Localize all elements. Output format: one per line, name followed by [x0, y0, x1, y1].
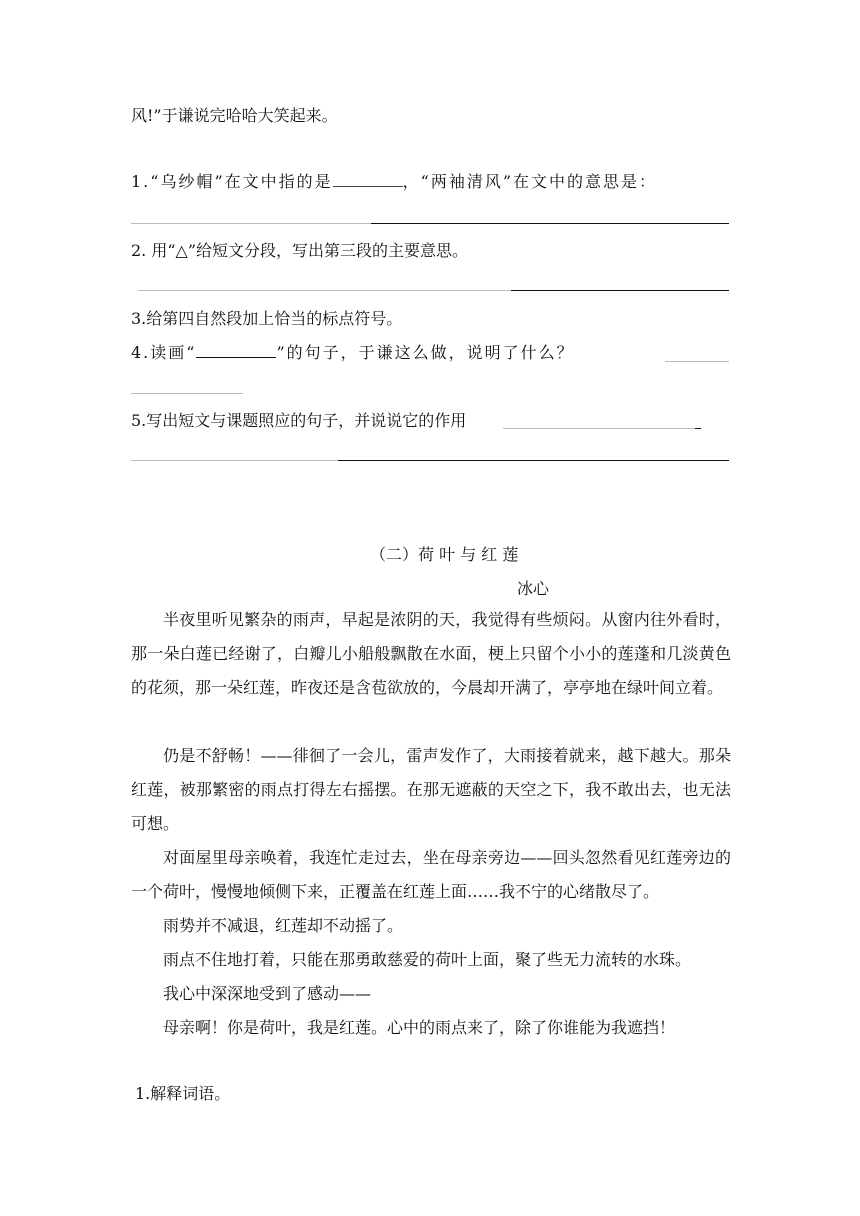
- answer-line-2a[interactable]: [138, 290, 511, 291]
- paragraph-5: 雨点不住地打着，只能在那勇敢慈爱的荷叶上面，聚了些无力流转的水珠。: [163, 950, 692, 969]
- author: 冰心: [517, 579, 550, 598]
- paragraph-2: 仍是不舒畅！——徘徊了一会儿，雷声发作了，大雨接着就来，越下越大。那朵红莲，被那繁密的雨点打得左右摇摆。在那无遮蔽的天空之下，我不敢出去，也无法可想。: [131, 746, 731, 833]
- question-explain-words: 1.解释词语。: [135, 1084, 231, 1103]
- paragraph-3: 对面屋里母亲唤着，我连忙走过去，坐在母亲旁边——回头忽然看见红莲旁边的一个荷叶，慢慢地倾侧下来，正覆盖在红莲上面……我不宁的心绪散尽了。: [131, 848, 731, 901]
- question-2: 2. 用“△”给短文分段，写出第三段的主要意思。: [131, 241, 469, 260]
- question-3: 3.给第四自然段加上恰当的标点符号。: [131, 309, 403, 328]
- answer-line-1b[interactable]: [371, 223, 729, 224]
- answer-line-2b[interactable]: [511, 290, 729, 291]
- question-4-middle: ”的句子，于谦这么做，说明了什么？: [276, 343, 575, 362]
- paragraph-1: 半夜里听见繁杂的雨声，早起是浓阴的天，我觉得有些烦闷。从窗内往外看时，那一朵白莲已经谢了，白瓣儿小船般飘散在水面，梗上只留个小小的莲蓬和几淡黄色的花须，那一朵红莲，昨夜还是含苞欲放的，今晨却开满了，亭亭地在绿叶间立着。: [131, 610, 731, 697]
- passage-continuation: 风!”于谦说完哈哈大笑起来。: [131, 106, 338, 125]
- answer-line-1a[interactable]: [131, 223, 371, 224]
- question-1-middle: ，“两袖清风”在文中的意思是：: [402, 172, 658, 191]
- answer-line-5a[interactable]: [503, 428, 695, 429]
- underlined-sentence-mark: [196, 357, 276, 358]
- question-4: [131, 343, 575, 363]
- section-title: （二）荷 叶 与 红 莲: [370, 545, 519, 564]
- answer-line-4b[interactable]: [131, 393, 243, 394]
- answer-line-5b[interactable]: [695, 428, 701, 429]
- paragraph-7: 母亲啊！你是荷叶，我是红莲。心中的雨点来了，除了你谁能为我遮挡！: [163, 1018, 676, 1037]
- answer-line-5d[interactable]: [338, 460, 729, 461]
- answer-line-5c[interactable]: [131, 460, 338, 461]
- question-1: [131, 172, 657, 192]
- question-1-prefix: 1.“乌纱帽”在文中指的是: [131, 172, 333, 191]
- question-4-prefix: 4.读画“: [131, 343, 197, 362]
- answer-line-4a[interactable]: [665, 361, 729, 362]
- paragraph-6: 我心中深深地受到了感动——: [163, 984, 372, 1003]
- paragraph-4: 雨势并不减退，红莲却不动摇了。: [163, 916, 404, 935]
- answer-blank-1a[interactable]: [333, 186, 403, 187]
- question-5: 5.写出短文与课题照应的句子，并说说它的作用: [131, 411, 467, 430]
